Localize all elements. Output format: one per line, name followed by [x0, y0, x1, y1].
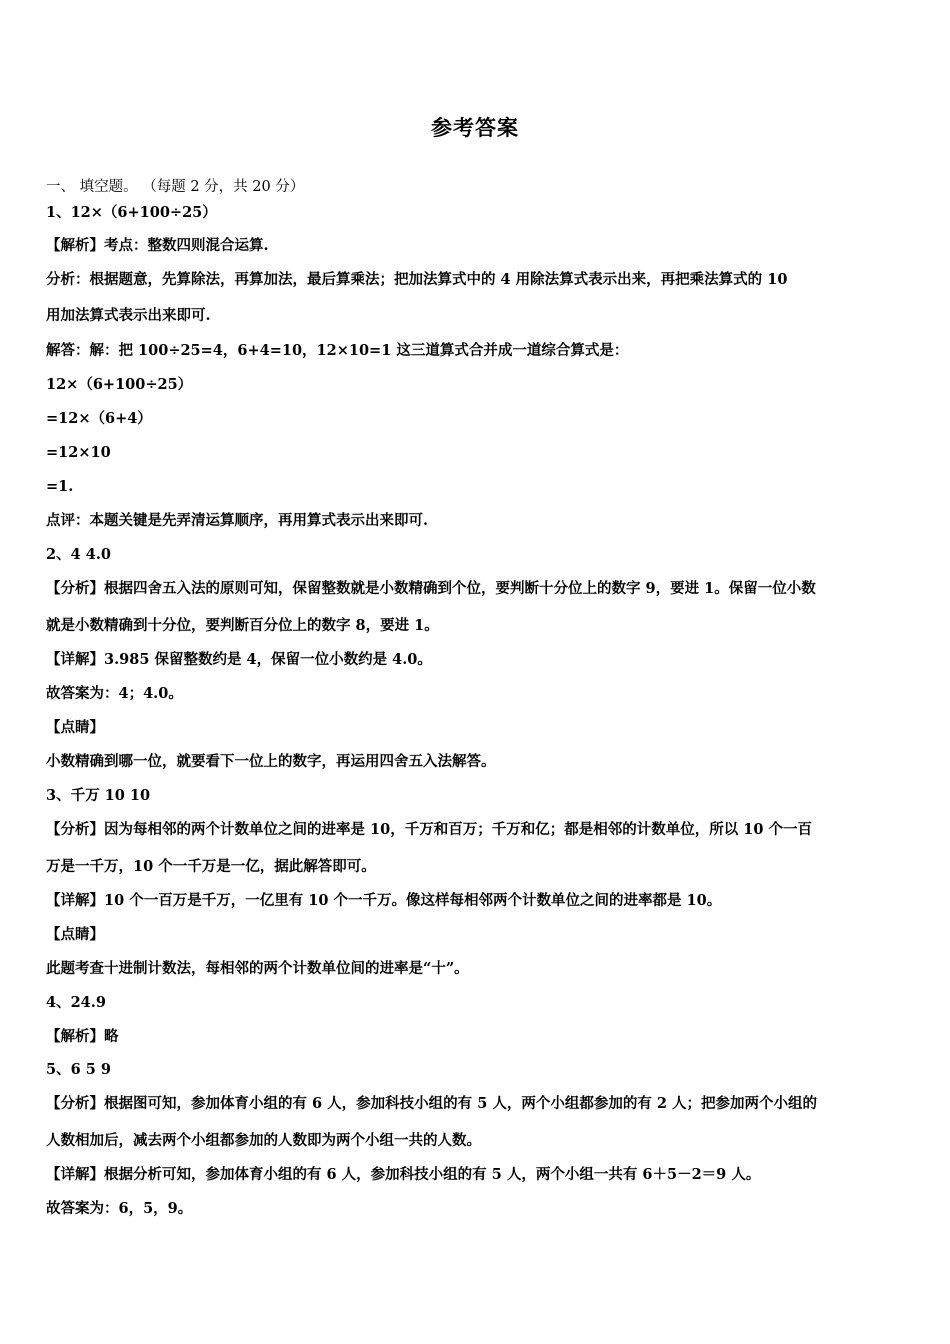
answer-2-analysis: 【分析】根据四舍五入法的原则可知，保留整数就是小数精确到个位，要判断十分位上的数字 9，要进 1。保留一位小数	[46, 580, 816, 597]
answer-1-line: 1、12×（6+100÷25）	[46, 204, 217, 221]
answer-3-tip-label: 【点睛】	[46, 926, 104, 943]
answer-3-analysis-cont: 万是一千万，10 个一千万是一亿，据此解答即可。	[46, 858, 376, 875]
answer-5-analysis: 【分析】根据图可知，参加体育小组的有 6 人，参加科技小组的有 5 人，两个小组都参加的有 2 人；把参加两个小组的	[46, 1095, 818, 1112]
answer-1-step-1: 12×（6+100÷25）	[46, 376, 193, 393]
answer-2-final: 故答案为：4；4.0。	[46, 685, 183, 702]
answer-1-analysis-label: 【解析】考点：整数四则混合运算.	[46, 237, 269, 254]
answer-1-step-4: =1.	[46, 478, 74, 495]
answer-2-analysis-cont: 就是小数精确到十分位，要判断百分位上的数字 8，要进 1。	[46, 617, 439, 634]
answer-1-step-3: =12×10	[46, 444, 111, 461]
answer-1-analysis-text: 分析：根据题意，先算除法，再算加法，最后算乘法；把加法算式中的 4 用除法算式表示出来，再把乘法算式的 10	[46, 271, 788, 288]
answer-5-final: 故答案为：6，5，9。	[46, 1200, 193, 1217]
answer-3-tip-text: 此题考查十进制计数法，每相邻的两个计数单位间的进率是“十”。	[46, 960, 469, 977]
answer-5-line: 5、6 5 9	[46, 1061, 111, 1078]
answer-2-tip-label: 【点睛】	[46, 719, 104, 736]
answer-2-tip-text: 小数精确到哪一位，就要看下一位上的数字，再运用四舍五入法解答。	[46, 753, 496, 770]
answer-2-detail: 【详解】3.985 保留整数约是 4，保留一位小数约是 4.0。	[46, 651, 432, 668]
answer-4-line: 4、24.9	[46, 994, 106, 1011]
answer-5-detail: 【详解】根据分析可知，参加体育小组的有 6 人，参加科技小组的有 5 人，两个小组一共有 6＋5－2＝9 人。	[46, 1166, 761, 1183]
answer-3-detail: 【详解】10 个一百万是千万，一亿里有 10 个一千万。像这样每相邻两个计数单位之间的进率都是 10。	[46, 892, 722, 909]
answer-4-analysis: 【解析】略	[46, 1028, 119, 1045]
answer-1-analysis-text-cont: 用加法算式表示出来即可.	[46, 307, 211, 324]
answer-2-line: 2、4 4.0	[46, 546, 111, 563]
answer-3-analysis: 【分析】因为每相邻的两个计数单位之间的进率是 10，千万和百万；千万和亿；都是相邻的计数单位，所以 10 个一百	[46, 821, 812, 838]
answer-1-comment: 点评：本题关键是先弄清运算顺序，再用算式表示出来即可.	[46, 512, 429, 529]
answer-5-analysis-cont: 人数相加后，减去两个小组都参加的人数即为两个小组一共的人数。	[46, 1132, 481, 1149]
answer-1-step-2: =12×（6+4）	[46, 410, 152, 427]
answer-1-solution: 解答：解：把 100÷25=4，6+4=10，12×10=1 这三道算式合并成一道综合算式是：	[46, 342, 629, 359]
section-heading: 一、 填空题。 （每题 2 分，共 20 分）	[46, 179, 305, 195]
page-title: 参考答案	[431, 116, 519, 140]
answer-3-line: 3、千万 10 10	[46, 787, 151, 804]
